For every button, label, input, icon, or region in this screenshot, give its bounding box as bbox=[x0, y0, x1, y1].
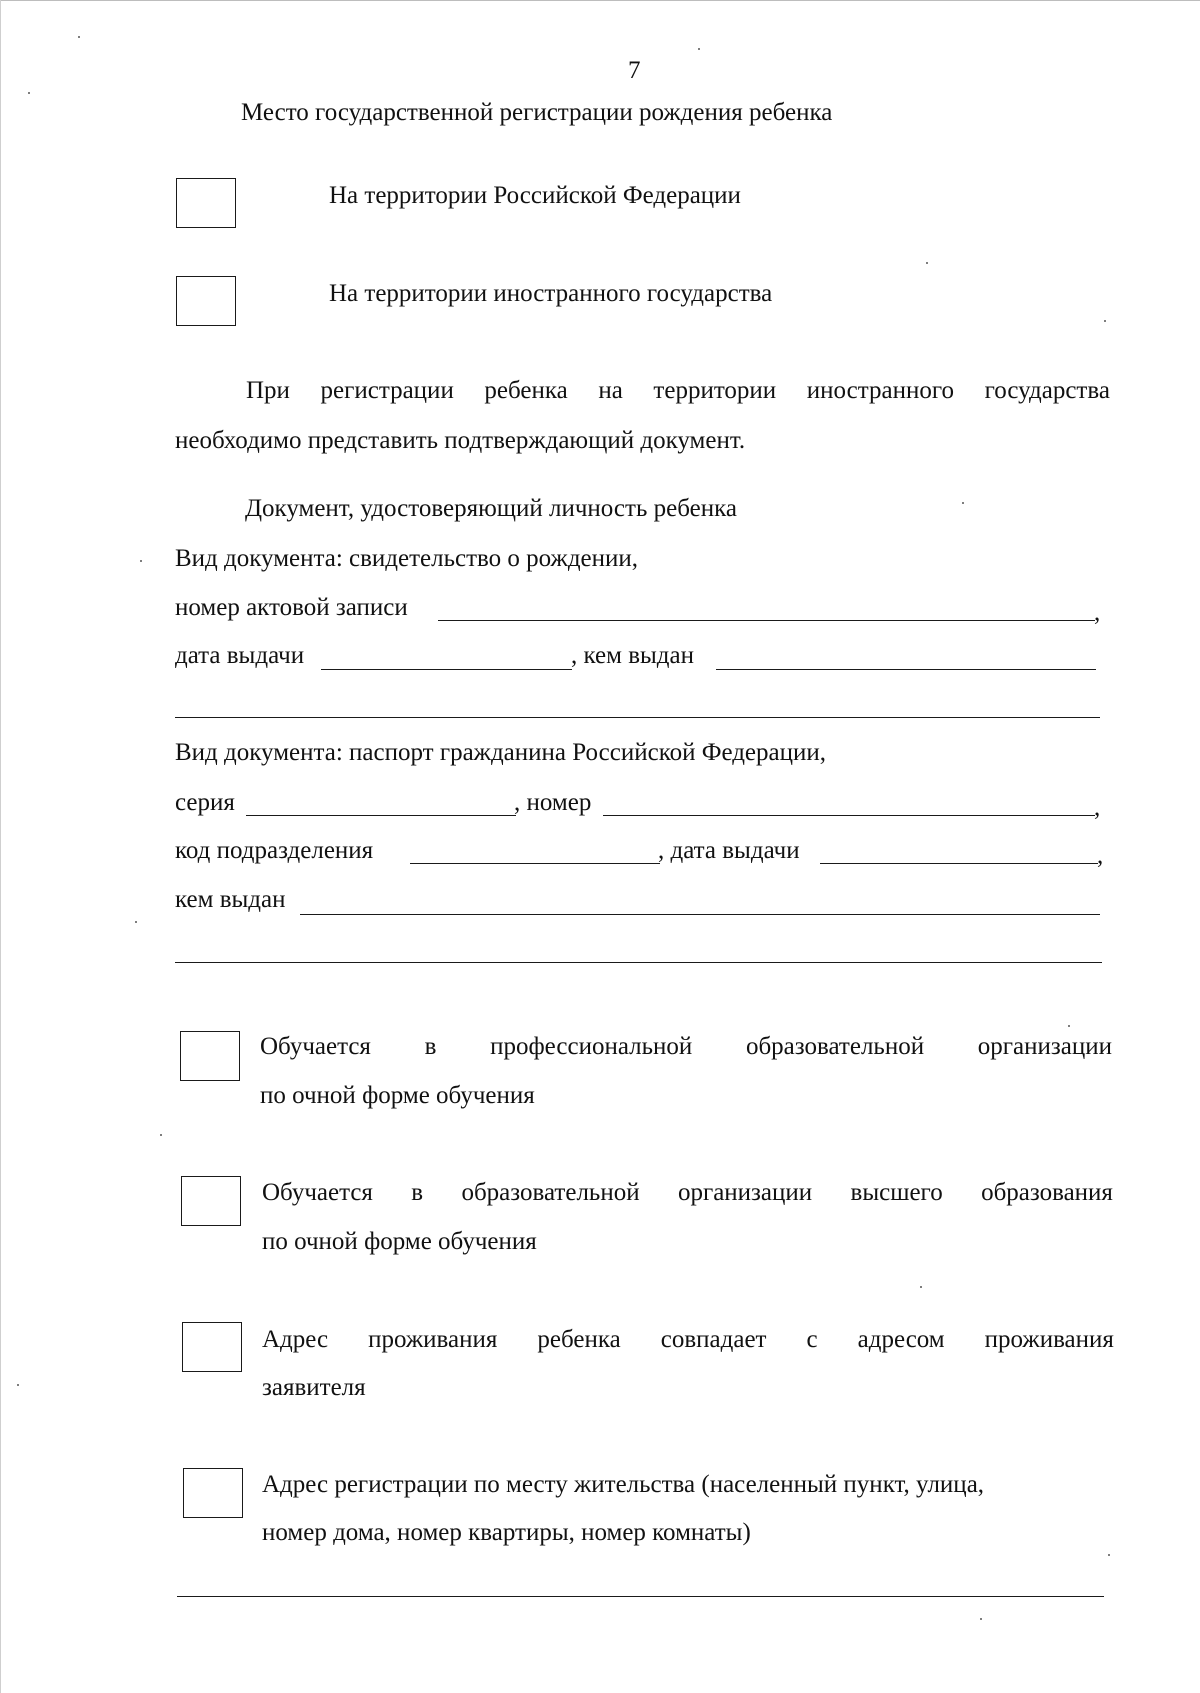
foreign-note-word: При bbox=[246, 377, 290, 404]
professional-education-word: Обучается bbox=[260, 1033, 371, 1060]
higher-education-label-line1 bbox=[262, 1178, 1113, 1208]
scan-speck bbox=[140, 560, 142, 562]
birth-cert-issued-by-field-continued[interactable] bbox=[175, 717, 1100, 718]
same-address-word: Адрес bbox=[262, 1326, 329, 1353]
higher-education-word: образования bbox=[981, 1179, 1113, 1206]
passport-issued-by-field-continued[interactable] bbox=[175, 962, 1102, 963]
checkbox-rf-territory[interactable] bbox=[176, 178, 236, 228]
checkbox-same-address[interactable] bbox=[182, 1322, 242, 1372]
foreign-registration-note-line1 bbox=[246, 376, 1110, 406]
passport-issue-date-comma: , bbox=[1097, 842, 1104, 869]
scan-speck bbox=[926, 262, 928, 264]
passport-doc-type: Вид документа: паспорт гражданина Российской Федерации, bbox=[175, 739, 827, 766]
checkbox-registration-address[interactable] bbox=[183, 1468, 243, 1518]
scan-speck bbox=[17, 1384, 19, 1386]
registration-address-field[interactable] bbox=[177, 1596, 1104, 1597]
professional-education-word: профессиональной bbox=[490, 1033, 693, 1060]
registration-address-label-line1: Адрес регистрации по месту жительства (населенный пункт, улица, bbox=[262, 1471, 985, 1498]
page-number: 7 bbox=[628, 57, 641, 84]
same-address-label-line2: заявителя bbox=[262, 1374, 366, 1401]
foreign-note-word: на bbox=[598, 377, 623, 404]
passport-issue-date-label: , дата выдачи bbox=[658, 837, 800, 864]
passport-series-label: серия bbox=[175, 789, 235, 816]
birth-cert-issue-date-label: дата выдачи bbox=[175, 642, 305, 669]
foreign-note-word: регистрации bbox=[320, 377, 454, 404]
option-foreign-territory-label: На территории иностранного государства bbox=[329, 280, 773, 307]
registration-address-label-line2: номер дома, номер квартиры, номер комнаты) bbox=[262, 1519, 751, 1546]
birth-cert-issued-by-field[interactable] bbox=[716, 669, 1096, 670]
foreign-note-word: ребенка bbox=[484, 377, 568, 404]
scan-speck bbox=[698, 48, 700, 50]
division-code-label: код подразделения bbox=[175, 837, 374, 864]
passport-number-field[interactable] bbox=[603, 815, 1095, 816]
record-number-label: номер актовой записи bbox=[175, 594, 408, 621]
foreign-registration-note-line2: необходимо представить подтверждающий документ. bbox=[175, 427, 746, 454]
passport-number-comma: , bbox=[1094, 794, 1101, 821]
scan-speck bbox=[962, 502, 964, 504]
scan-speck bbox=[28, 92, 30, 94]
scan-top-edge bbox=[0, 0, 1200, 1]
scan-speck bbox=[135, 921, 137, 923]
passport-issued-by-label: кем выдан bbox=[175, 886, 286, 913]
scan-speck bbox=[1068, 1025, 1070, 1027]
same-address-word: проживания bbox=[368, 1326, 498, 1353]
checkbox-higher-education[interactable] bbox=[181, 1176, 241, 1226]
option-rf-territory-label: На территории Российской Федерации bbox=[329, 182, 741, 209]
scan-left-edge bbox=[0, 0, 1, 1693]
same-address-word: проживания bbox=[984, 1326, 1114, 1353]
professional-education-label-line2: по очной форме обучения bbox=[260, 1082, 535, 1109]
scan-speck bbox=[920, 1286, 922, 1288]
same-address-word: адресом bbox=[857, 1326, 945, 1353]
professional-education-word: организации bbox=[977, 1033, 1112, 1060]
scan-speck bbox=[1104, 320, 1106, 322]
birth-cert-doc-type: Вид документа: свидетельство о рождении, bbox=[175, 545, 639, 572]
professional-education-word: в bbox=[424, 1033, 437, 1060]
professional-education-label-line1 bbox=[260, 1032, 1112, 1062]
passport-series-field[interactable] bbox=[246, 815, 516, 816]
higher-education-word: Обучается bbox=[262, 1179, 373, 1206]
checkbox-professional-education[interactable] bbox=[180, 1031, 240, 1081]
higher-education-word: организации bbox=[677, 1179, 813, 1206]
birth-cert-issued-by-label: , кем выдан bbox=[571, 642, 694, 669]
scan-speck bbox=[980, 1618, 982, 1620]
same-address-label-line1 bbox=[262, 1325, 1114, 1355]
professional-education-word: образовательной bbox=[745, 1033, 925, 1060]
scan-speck bbox=[78, 36, 80, 38]
higher-education-word: высшего bbox=[850, 1179, 943, 1206]
record-number-comma: , bbox=[1094, 599, 1101, 626]
foreign-note-word: территории bbox=[653, 377, 777, 404]
higher-education-word: образовательной bbox=[461, 1179, 640, 1206]
passport-issue-date-field[interactable] bbox=[820, 863, 1098, 864]
scan-speck bbox=[160, 1134, 162, 1136]
foreign-note-word: иностранного bbox=[806, 377, 954, 404]
passport-number-label: , номер bbox=[514, 789, 592, 816]
higher-education-word: в bbox=[411, 1179, 424, 1206]
passport-issued-by-field[interactable] bbox=[300, 914, 1100, 915]
division-code-field[interactable] bbox=[410, 863, 660, 864]
higher-education-label-line2: по очной форме обучения bbox=[262, 1228, 537, 1255]
same-address-word: совпадает bbox=[660, 1326, 767, 1353]
record-number-field[interactable] bbox=[438, 620, 1095, 621]
same-address-word: ребенка bbox=[537, 1326, 621, 1353]
scan-speck bbox=[1108, 1554, 1110, 1556]
identity-heading: Документ, удостоверяющий личность ребенка bbox=[245, 495, 737, 522]
checkbox-foreign-territory[interactable] bbox=[176, 276, 236, 326]
same-address-word: с bbox=[806, 1326, 818, 1353]
birth-cert-issue-date-field[interactable] bbox=[321, 669, 572, 670]
registration-heading: Место государственной регистрации рождения ребенка bbox=[241, 99, 833, 126]
foreign-note-word: государства bbox=[984, 377, 1110, 404]
